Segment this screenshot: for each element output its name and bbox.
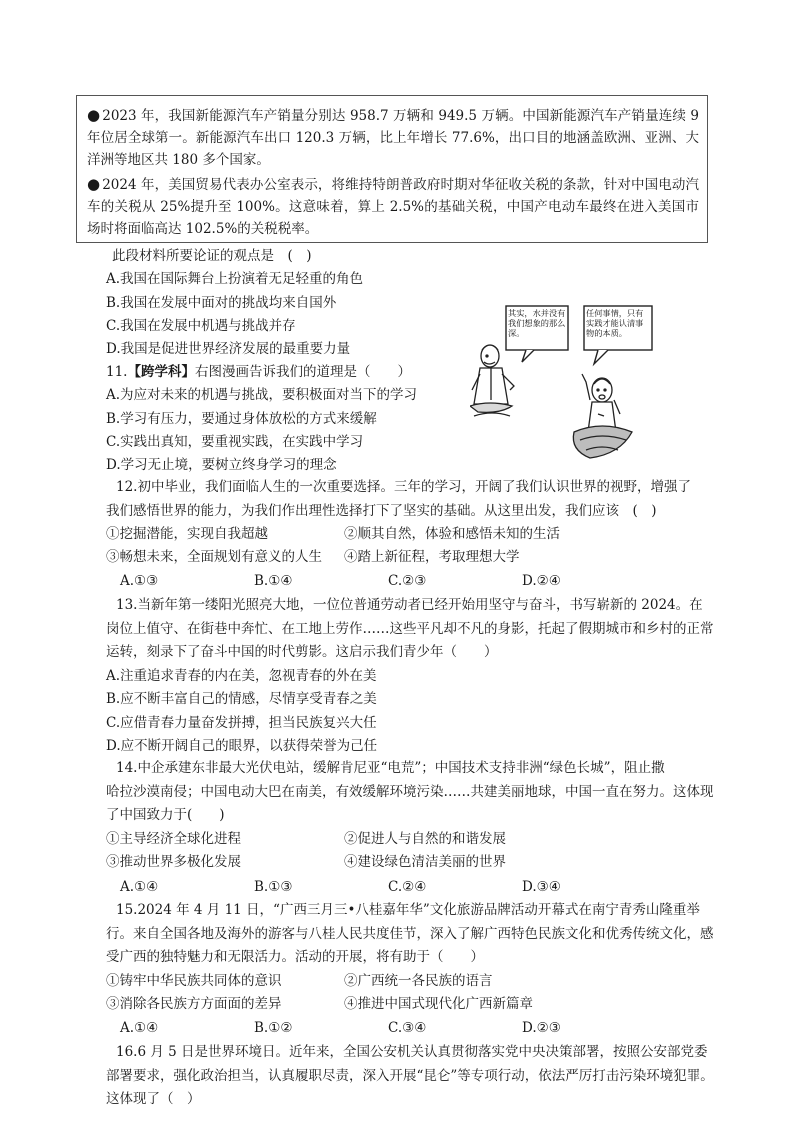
choice-b[interactable]: B.①② <box>254 1020 293 1036</box>
question-12-stem-line1: 12.初中毕业，我们面临人生的一次重要选择。三年的学习，开阔了我们认识世界的视野，增强了 <box>116 479 691 495</box>
question-14-choices <box>120 876 656 898</box>
choice-a[interactable]: A.①④ <box>120 1020 159 1036</box>
item-1: ①挖掘潜能，实现自我超越 <box>106 526 268 542</box>
cross-subject-tag: 【跨学科】 <box>127 364 195 380</box>
choice-c[interactable]: C.②④ <box>388 879 427 895</box>
question-15-stem-line2: 行。来自全国各地及海外的游客与八桂人民共度佳节，深入了解广西特色民族文化和优秀传统文化，感 <box>106 925 714 942</box>
choice-c[interactable]: C.③④ <box>388 1020 427 1036</box>
bullet-icon: ● <box>87 106 101 124</box>
option-c[interactable]: C.应借青春力量奋发拼搏，担当民族复兴大任 <box>106 714 377 731</box>
question-13-stem-line1: 13.当新年第一缕阳光照亮大地，一位位普通劳动者已经开始用坚守与奋斗，书写崭新的 2024。在 <box>116 597 703 613</box>
question-15-stem-line1: 15.2024 年 4 月 11 日，“广西三月三•八桂嘉年华”文化旅游品牌活动开幕式在南宁青秀山隆重举 <box>116 902 700 918</box>
option-c[interactable]: C.我国在发展中机遇与挑战并存 <box>106 317 296 334</box>
option-b[interactable]: B.应不断丰富自己的情感，尽情享受青春之美 <box>106 691 377 708</box>
question-number: 11. <box>106 364 128 380</box>
bubble-left-text: 其实，水并没有我们想象的那么深。 <box>508 308 566 338</box>
question-15-stem-line3: 受广西的独特魅力和无限活力。活动的开展，将有助于（ ） <box>106 949 484 965</box>
material-box <box>76 95 708 243</box>
bullet-icon: ● <box>87 175 101 193</box>
question-16 <box>106 1041 712 1112</box>
choice-a[interactable]: A.①③ <box>120 573 159 589</box>
choice-d[interactable]: D.②③ <box>522 1020 561 1036</box>
item-2: ②广西统一各民族的语言 <box>344 973 493 989</box>
question-16-stem-line1: 16.6 月 5 日是世界环境日。近年来，全国公安机关认真贯彻落实党中央决策部署，按照公安部党委 <box>116 1044 708 1060</box>
material-paragraph-2: ● 2024 年，美国贸易代表办公室表示，将维持特朗普政府时期对华征收关税的条款，针对中国电动汽车的关税从 25%提升至 100%。这意味着，算上 2.5%的基础关税，中国产电动车最终在进入美国市场时将面临高达 102.5%的关税税率。 <box>87 175 699 237</box>
speech-bubble-right <box>584 306 652 364</box>
figure-student <box>573 374 632 458</box>
question-12-choices <box>120 570 656 592</box>
question-12 <box>106 476 712 523</box>
question-16-stem-line2: 部署要求，强化政治担当，认真履职尽责，深入开展“昆仑”等专项行动，依法严厉打击污染环境犯罪。 <box>106 1067 714 1084</box>
option-a[interactable]: A.我国在国际舞台上扮演着无足轻重的角色 <box>106 271 364 288</box>
question-13-stem-line3: 运转，刻录下了奋斗中国的时代剪影。这启示我们青少年（ ） <box>106 644 498 660</box>
question-11-stem: 11.【跨学科】右图漫画告诉我们的道理是（ ） <box>106 364 411 380</box>
question-13-stem-line2: 岗位上值守、在街巷中奔忙、在工地上劳作……这些平凡却不凡的身影，托起了假期城市和乡村的正常 <box>106 620 714 637</box>
option-a[interactable]: A.为应对未来的机遇与挑战，要积极面对当下的学习 <box>106 387 418 404</box>
option-b[interactable]: B.学习有压力，要通过身体放松的方式来缓解 <box>106 410 377 427</box>
item-1: ①主导经济全球化进程 <box>106 831 241 847</box>
question-12-items <box>106 523 560 570</box>
option-a[interactable]: A.注重追求青春的内在美，忽视青春的外在美 <box>106 668 377 684</box>
item-2: ②促进人与自然的和谐发展 <box>344 831 506 847</box>
question-16-stem-line3: 这体现了（ ） <box>106 1091 201 1107</box>
question-12-stem-line2: 我们感悟世界的能力，为我们作出理性选择打下了坚实的基础。从这里出发，我们应该 ( ) <box>106 502 657 519</box>
choice-a[interactable]: A.①④ <box>120 879 159 895</box>
option-b[interactable]: B.我国在发展中面对的挑战均来自国外 <box>106 294 337 311</box>
question-13-options <box>106 665 706 758</box>
question-14 <box>106 757 712 828</box>
question-15 <box>106 899 712 970</box>
item-4: ④建设绿色清洁美丽的世界 <box>344 854 506 871</box>
figure-scholar <box>470 345 514 416</box>
item-3: ③推动世界多极化发展 <box>106 854 241 871</box>
choice-d[interactable]: D.③④ <box>522 879 561 895</box>
option-d[interactable]: D.应不断开阔自己的眼界，以获得荣誉为己任 <box>106 737 378 754</box>
question-14-stem-line1: 14.中企承建东非最大光伏电站，缓解肯尼亚“电荒”；中国技术支持非洲“绿色长城”，阻止撒 <box>116 760 665 776</box>
question-14-stem-line3: 了中国致力于( ) <box>106 807 225 823</box>
choice-b[interactable]: B.①④ <box>254 573 293 589</box>
question-15-choices <box>120 1017 656 1039</box>
item-3: ③畅想未来，全面规划有意义的人生 <box>106 549 322 566</box>
item-4: ④踏上新征程，考取理想大学 <box>344 549 520 566</box>
item-1: ①铸牢中华民族共同体的意识 <box>106 973 282 989</box>
bubble-right-text: 任何事情，只有实践才能认清事物的本质。 <box>586 308 644 338</box>
material-paragraph-1: ● 2023 年，我国新能源汽车产销量分别达 958.7 万辆和 949.5 万辆。中国新能源汽车产销量连续 9 年位居全球第一。新能源汽车出口 120.3 万辆，比上年增长 77.6%，出口目的地涵盖欧洲、亚洲、大洋洲等地区共 180 多个国家。 <box>87 106 699 168</box>
choice-b[interactable]: B.①③ <box>254 879 293 895</box>
item-3: ③消除各民族方方面面的差异 <box>106 996 282 1013</box>
item-4: ④推进中国式现代化广西新篇章 <box>344 996 533 1013</box>
speech-bubble-left <box>506 306 568 362</box>
option-c[interactable]: C.实践出真知，要重视实践，在实践中学习 <box>106 433 364 450</box>
choice-d[interactable]: D.②④ <box>522 573 561 589</box>
choice-c[interactable]: C.②③ <box>388 573 427 589</box>
question-15-items <box>106 970 533 1017</box>
question-13 <box>106 594 712 665</box>
question-10-stem: 此段材料所要论证的观点是 ( ) <box>112 248 312 264</box>
item-2: ②顺其自然，体验和感悟未知的生活 <box>344 526 560 542</box>
option-d[interactable]: D.我国是促进世界经济发展的最重要力量 <box>106 341 351 358</box>
question-14-items <box>106 828 506 875</box>
question-14-stem-line2: 哈拉沙漠南侵；中国电动大巴在南美，有效缓解环境污染……共建美丽地球，中国一直在努力。这体现 <box>106 783 714 800</box>
option-d[interactable]: D.学习无止境，要树立终身学习的理念 <box>106 457 337 474</box>
cartoon-illustration <box>470 304 685 464</box>
